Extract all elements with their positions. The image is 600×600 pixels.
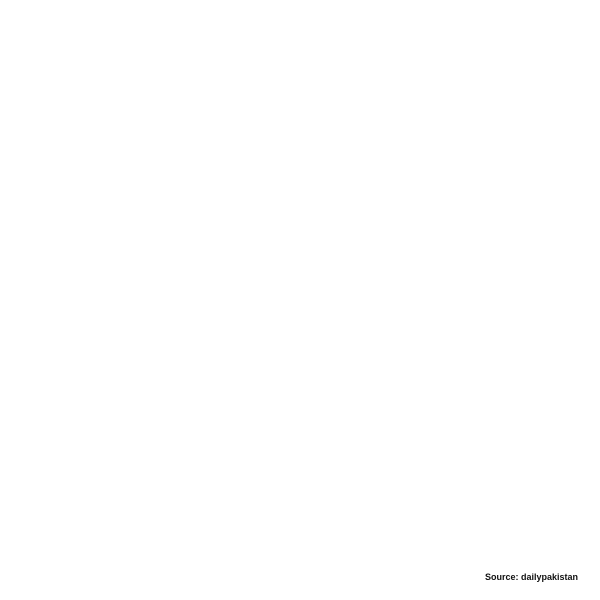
source-credit: Source: dailypakistan	[484, 572, 578, 582]
